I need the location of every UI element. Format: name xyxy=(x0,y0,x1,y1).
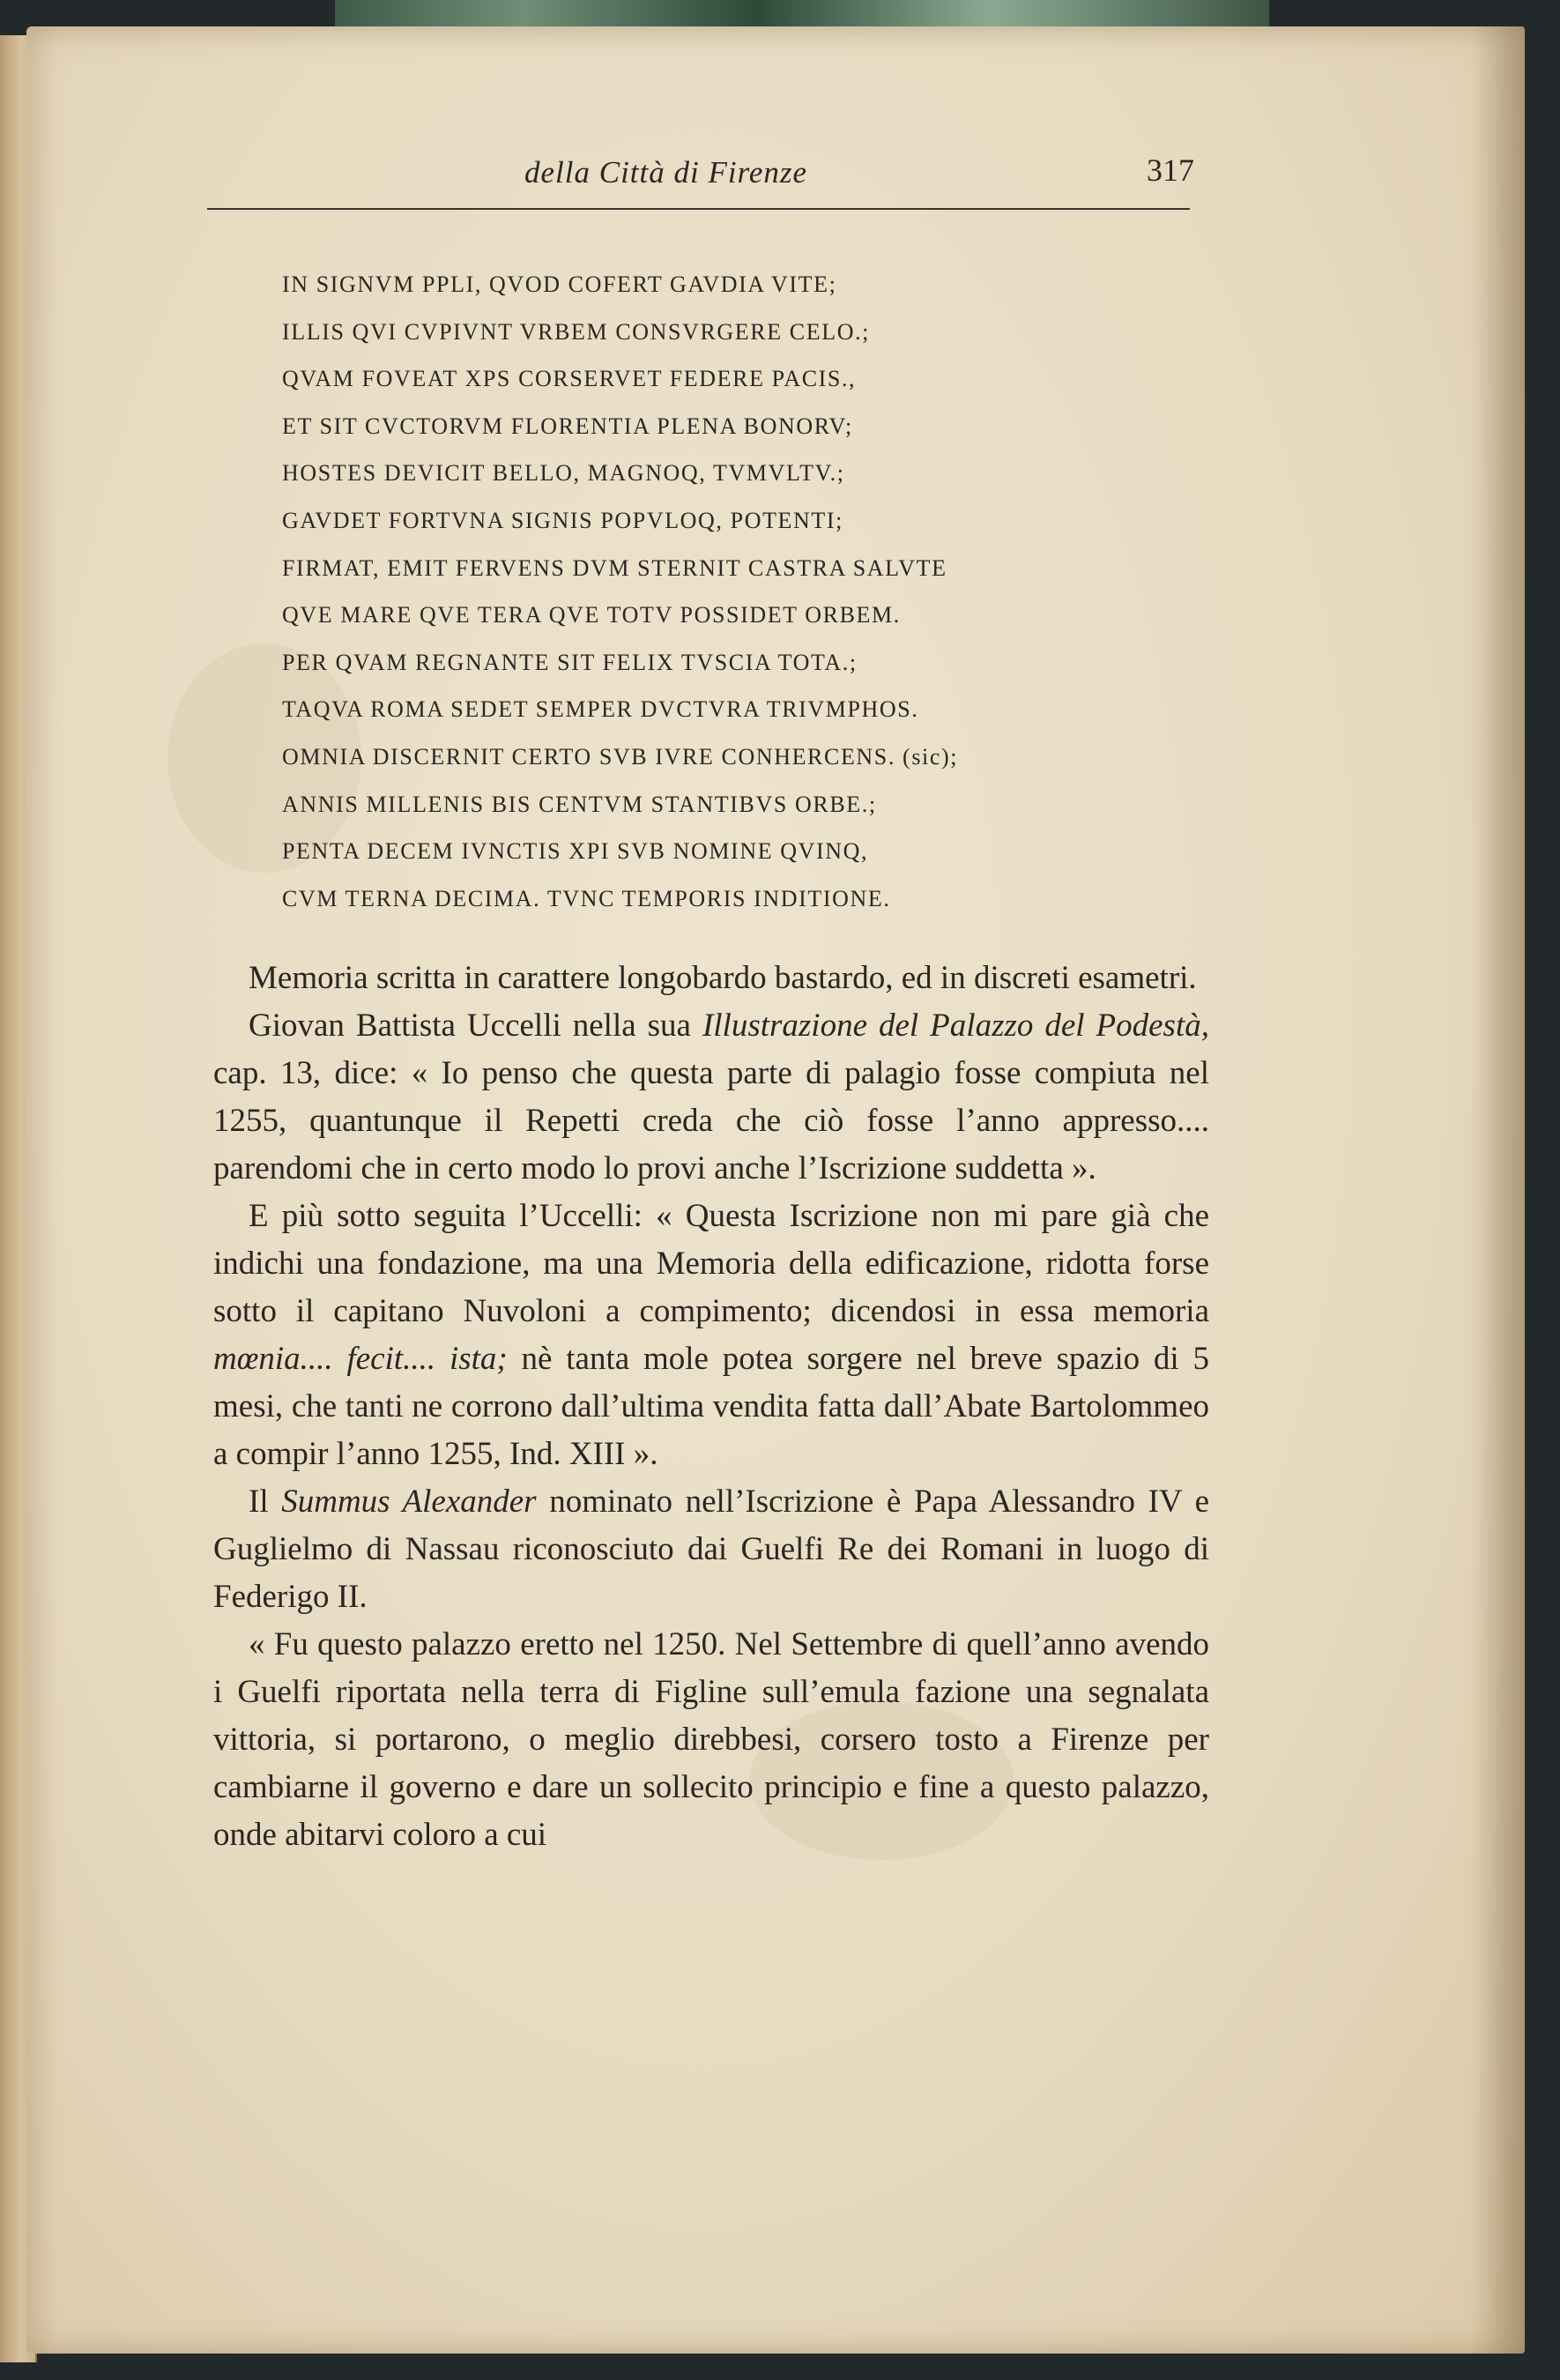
text-run: Giovan Battista Uccelli nella sua xyxy=(249,1008,702,1044)
text-run: cap. 13, dice: « Io penso che questa parte di palagio fosse compiuta nel 1255, quantunque il Repetti creda che ciò fosse l’anno appresso.... parendomi che in certo modo lo provi anche l’Iscrizione suddetta ». xyxy=(213,1055,1209,1186)
inscription-line: HOSTES DEVICIT BELLO, MAGNOQ, TVMVLTV.; xyxy=(282,460,845,487)
inscription-line: ILLIS QVI CVPIVNT VRBEM CONSVRGERE CELO.; xyxy=(282,318,871,345)
text-run: E più sotto seguita l’Uccelli: « Questa Iscrizione non mi pare già che indichi una fondazione, ma una Memoria della edificazione, ridotta forse sotto il capitano Nuvoloni a compimento; dicendosi in essa memoria xyxy=(213,1198,1209,1329)
latin-quote: mœnia.... fecit.... ista; xyxy=(213,1341,508,1377)
latin-name: Summus Alexander xyxy=(281,1484,537,1520)
commentary-text xyxy=(213,955,1209,1859)
text-run: nominato nell’Iscrizione è Papa Alessandro IV e Guglielmo di Nassau riconosciuto dai Guelfi Re dei Romani in luogo di Federigo II. xyxy=(213,1484,1210,1615)
inscription-line: QVAM FOVEAT XPS CORSERVET FEDERE PACIS., xyxy=(282,366,857,392)
header-rule xyxy=(207,208,1190,210)
running-header xyxy=(181,132,1194,194)
text-run: nè tanta mole potea sorgere nel breve spazio di 5 mesi, che tanti ne corrono dall’ultima vendita fatta dall’Abate Bartolommeo a compir l’anno 1255, Ind. XIII ». xyxy=(213,1341,1209,1472)
inscription-line: OMNIA DISCERNIT CERTO SVB IVRE CONHERCENS. (sic); xyxy=(282,743,959,770)
page-shadow xyxy=(1472,26,1525,2354)
book-title: Illustrazione del Palazzo del Podestà, xyxy=(702,1008,1209,1044)
inscription-line: QVE MARE QVE TERA QVE TOTV POSSIDET ORBEM. xyxy=(282,602,901,628)
inscription-line: PER QVAM REGNANTE SIT FELIX TVSCIA TOTA.; xyxy=(282,649,858,675)
paragraph xyxy=(213,1478,1209,1621)
inscription-line: TAQVA ROMA SEDET SEMPER DVCTVRA TRIVMPHOS. xyxy=(282,696,919,723)
inscription-line: CVM TERNA DECIMA. TVNC TEMPORIS INDITIONE. xyxy=(282,885,891,911)
paragraph: « Fu questo palazzo eretto nel 1250. Nel Settembre di quell’anno avendo i Guelfi riportata nella terra di Figline sull’emula fazione una segnalata vittoria, si portarono, o meglio direbbesi, corsero tosto a Firenze per cambiarne il governo e dare un sollecito principio e fine a questo palazzo, onde abitarvi coloro a cui xyxy=(213,1626,1209,1853)
running-title: della Città di Firenze xyxy=(524,155,808,190)
text-run: Il xyxy=(249,1484,282,1520)
paragraph: Memoria scritta in carattere longobardo bastardo, ed in discreti esametri. xyxy=(249,960,1197,996)
latin-inscription xyxy=(282,261,1199,922)
paragraph xyxy=(213,1002,1209,1193)
inscription-line: ET SIT CVCTORVM FLORENTIA PLENA BONORV; xyxy=(282,413,853,439)
inscription-line: IN SIGNVM PPLI, QVOD COFERT GAVDIA VITE; xyxy=(282,271,837,297)
inscription-line: PENTA DECEM IVNCTIS XPI SVB NOMINE QVINQ, xyxy=(282,838,869,865)
inscription-line: ANNIS MILLENIS BIS CENTVM STANTIBVS ORBE.; xyxy=(282,791,877,817)
page-number: 317 xyxy=(1147,152,1194,188)
paragraph xyxy=(213,1193,1209,1478)
inscription-line: GAVDET FORTVNA SIGNIS POPVLOQ, POTENTI; xyxy=(282,507,843,533)
inscription-line: FIRMAT, EMIT FERVENS DVM STERNIT CASTRA SALVTE xyxy=(282,554,947,581)
